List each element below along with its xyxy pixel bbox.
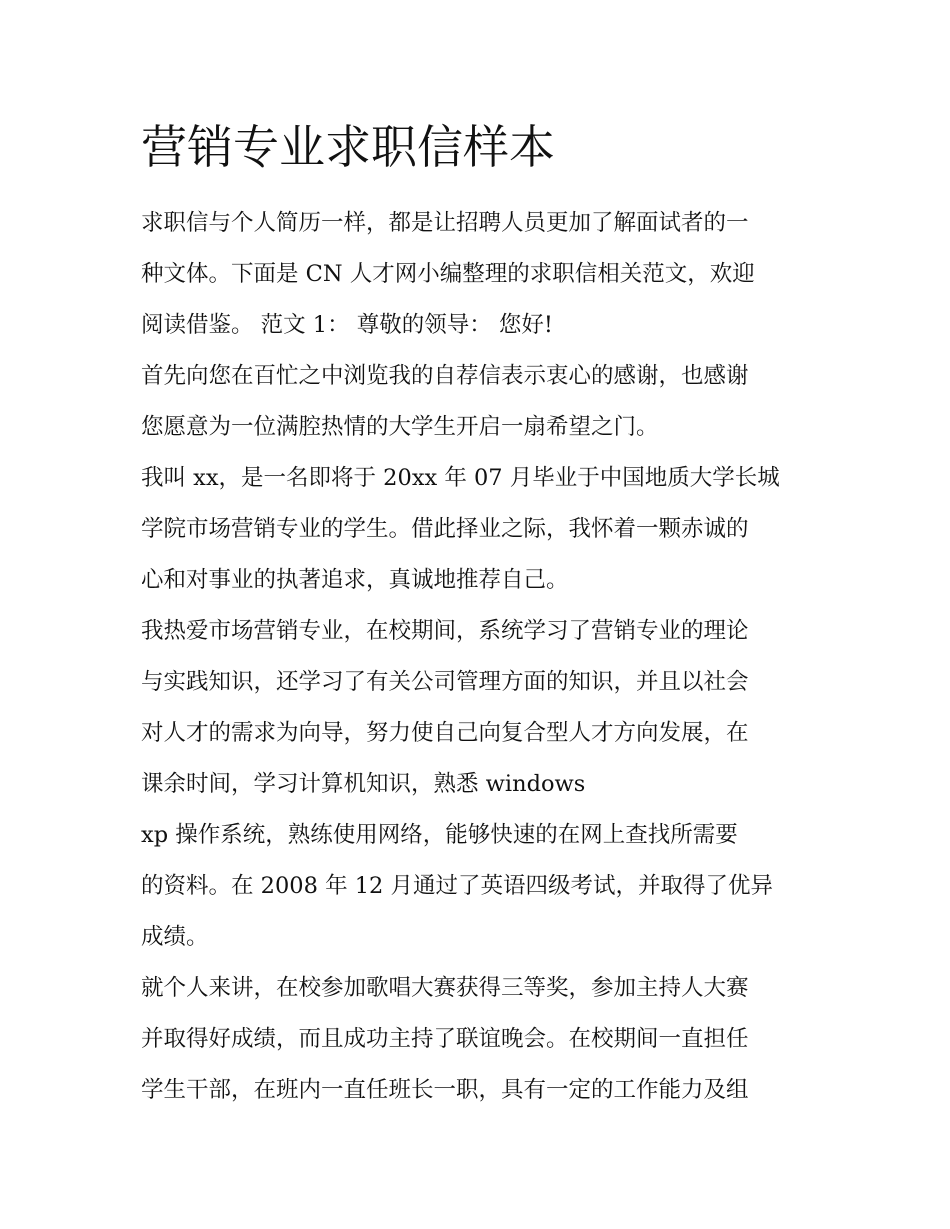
body-text-line: 学生干部，在班内一直任班长一职，具有一定的工作能力及组 (141, 1077, 749, 1103)
body-text-line: 阅读借鉴。 范文 1： 尊敬的领导： 您好! (141, 312, 553, 338)
document-title: 营销专业求职信样本 (141, 120, 555, 174)
body-text-line: 并取得好成绩，而且成功主持了联谊晚会。在校期间一直担任 (141, 1026, 749, 1052)
body-text-line: 课余时间，学习计算机知识，熟悉 windows (141, 771, 586, 797)
body-text-line: 我热爱市场营销专业，在校期间，系统学习了营销专业的理论 (141, 618, 749, 644)
body-text-line: xp 操作系统，熟练使用网络，能够快速的在网上查找所需要 (141, 822, 738, 848)
body-text-line: 种文体。下面是 CN 人才网小编整理的求职信相关范文，欢迎 (141, 261, 755, 287)
body-text-line: 心和对事业的执著追求，真诚地推荐自己。 (141, 567, 569, 593)
body-text-line: 对人才的需求为向导，努力使自己向复合型人才方向发展，在 (141, 720, 749, 746)
body-text-line: 我叫 xx，是一名即将于 20xx 年 07 月毕业于中国地质大学长城 (141, 465, 780, 491)
body-text-line: 求职信与个人简历一样，都是让招聘人员更加了解面试者的一 (141, 210, 749, 236)
body-text-line: 成绩。 (141, 924, 209, 950)
body-text-line: 首先向您在百忙之中浏览我的自荐信表示衷心的感谢，也感谢 (141, 363, 749, 389)
body-text-line: 与实践知识，还学习了有关公司管理方面的知识，并且以社会 (141, 669, 749, 695)
body-text-line: 的资料。在 2008 年 12 月通过了英语四级考试，并取得了优异 (141, 873, 774, 899)
body-text-line: 您愿意为一位满腔热情的大学生开启一扇希望之门。 (141, 414, 659, 440)
body-text-line: 就个人来讲，在校参加歌唱大赛获得三等奖，参加主持人大赛 (141, 975, 749, 1001)
body-text-line: 学院市场营销专业的学生。借此择业之际，我怀着一颗赤诚的 (141, 516, 749, 542)
